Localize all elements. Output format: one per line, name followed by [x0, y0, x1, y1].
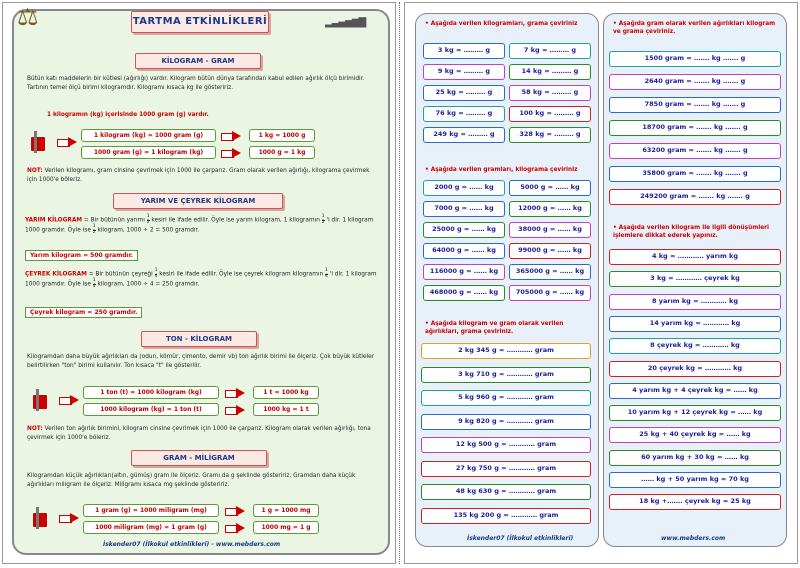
- answer-box[interactable]: 18 kg +……. çeyrek kg = 25 kg: [609, 494, 781, 510]
- fraction-quarter: [155, 269, 158, 279]
- answer-box[interactable]: 8 yarım kg = ………… kg: [609, 294, 781, 310]
- question-heading: [425, 321, 593, 336]
- half-note: Yarım kilogram = 500 gramdır.: [25, 250, 138, 261]
- answer-box[interactable]: 4 yarım kg + 4 çeyrek kg = …… kg: [609, 383, 781, 399]
- quarter-text-1: = Bir bütünün çeyreği: [88, 271, 153, 278]
- question-text: Aşağıda verilen kilogramları, grama çeviriniz: [430, 21, 578, 27]
- kg-paragraph: Bütün katı maddelerin bir kütlesi (ağırlığı) vardır. Kilogram bütün dünya tarafından kabul edilen ağırlık ölçü birimidir. Tartının temel ölçü birimi kilogramdır. Kilogramı kısaca kg ile gösteririz.: [27, 76, 365, 91]
- note-text: Verilen kilogramı, gram cinsine çevrimek için 1000 ile çarparız. Gram olarak verilen ağırlığı, kilograma çevirmek için 1000'e böleriz.: [27, 168, 370, 183]
- fraction-denominator: 4: [154, 273, 158, 279]
- section-kg-gram: KİLOGRAM - GRAM: [135, 53, 261, 69]
- note-label: NOT:: [27, 426, 43, 432]
- fraction-denominator: 4: [325, 273, 328, 279]
- quarter-paragraph: [25, 269, 379, 289]
- quarter-text-2: kesiri ile ifade edilir. Öyle ise çeyrek kilogram kilogramın: [159, 271, 324, 278]
- answer-box[interactable]: 35800 gram = ……. kg ……. g: [609, 166, 781, 182]
- footer-left: İskender07 (İlkokul etkinlikleri): [467, 535, 574, 542]
- arrow-icon: [59, 395, 79, 405]
- fraction-half: [93, 225, 96, 235]
- question-heading: [425, 167, 595, 175]
- balance-scale-icon: ⚖: [17, 3, 39, 31]
- ton-note: [27, 425, 377, 442]
- arrow-icon: [225, 523, 245, 533]
- section-ton-kg: TON - KİLOGRAM: [141, 331, 257, 347]
- half-text-3: 'i dir. 1 kilogram 1000 gramdır. Öyle ise: [25, 217, 374, 234]
- bullet-icon: •: [613, 225, 619, 231]
- answer-box[interactable]: 25 kg = ……… g: [423, 85, 505, 101]
- answer-box[interactable]: 27 kg 750 g = ………… gram: [421, 461, 591, 477]
- answer-box[interactable]: 9 kg 820 g = ………… gram: [421, 414, 591, 430]
- answer-box[interactable]: 249200 gram = ……. kg ……. g: [609, 189, 781, 205]
- answer-box[interactable]: 8 çeyrek kg = ………… kg: [609, 338, 781, 354]
- fraction-quarter: [93, 279, 96, 289]
- kg-box-2: 1000 gram (g) = 1 kilogram (kg): [81, 146, 216, 159]
- answer-box[interactable]: 12000 g = …… kg: [509, 201, 591, 217]
- answer-box[interactable]: 1500 gram = ……. kg ……. g: [609, 51, 781, 67]
- flag-icon: [33, 513, 47, 527]
- mg-box-2: 1000 miligram (mg) = 1 gram (g): [83, 521, 219, 534]
- arrow-icon: [57, 137, 77, 147]
- half-text-2: kesiri ile ifade edilir. Öyle ise yarım kilogram, 1 kilogramın: [151, 217, 320, 224]
- mg-result-1: 1 g = 1000 mg: [253, 504, 319, 517]
- mg-paragraph: Kilogramdan küçük ağırlıkları(altın, gümüş) gram ile ölçeriz. Gramı da g şeklinde gösteririz. Gramdan daha küçük ağırlıkları miligram ile ölçeriz. Miligramı kısaca mg şeklinde gösteririz.: [27, 473, 356, 488]
- answer-box[interactable]: 64000 g = …… kg: [423, 243, 505, 259]
- kg-note: [27, 167, 377, 184]
- answer-box[interactable]: 365000 g = …… kg: [509, 264, 591, 280]
- kg-fact: 1 kilogramın (kg) içerisinde 1000 gram (g) vardır.: [47, 112, 209, 118]
- page-divider: [399, 2, 400, 564]
- arrow-icon: [225, 388, 245, 398]
- ton-box-2: 1000 kilogram (kg) = 1 ton (t): [83, 403, 219, 416]
- fraction-numerator: 1: [321, 214, 325, 219]
- answer-box[interactable]: 249 kg = ……… g: [423, 127, 505, 143]
- kg-result-1: 1 kg = 1000 g: [249, 129, 315, 142]
- info-sheet: [2, 2, 396, 564]
- answer-box[interactable]: 20 çeyrek kg = ………… kg: [609, 361, 781, 377]
- fraction-denominator: 2: [92, 229, 96, 235]
- answer-box[interactable]: 2640 gram = ……. kg ……. g: [609, 74, 781, 90]
- mg-box-1: 1 gram (g) = 1000 miligram (mg): [83, 504, 219, 517]
- answer-box[interactable]: 135 kg 200 g = ………… gram: [421, 508, 591, 524]
- question-heading: [425, 21, 595, 29]
- quarter-term: ÇEYREK KİLOGRAM: [25, 271, 87, 278]
- answer-box[interactable]: 38000 g = …… kg: [509, 222, 591, 238]
- question-text: Aşağıda kilogram ve gram olarak verilen ağırlıkları, grama çeviriniz.: [425, 321, 564, 335]
- arrow-icon: [225, 405, 245, 415]
- note-text: Verilen ton ağırlık birimini, kilogram cinsine çevrimek için 1000 ile çarparız. Kilogram olarak verilen ağırlığı, tona çevirmek için 1000'e böleriz.: [27, 426, 371, 441]
- page-title: TARTMA ETKİNLİKLERİ: [131, 11, 269, 33]
- weights-icon: ▂▃▄▅▆▇: [325, 17, 366, 28]
- footer-right: www.mebders.com: [661, 535, 726, 542]
- answer-box[interactable]: …… kg + 50 yarım kg = 70 kg: [609, 472, 781, 488]
- arrow-icon: [221, 131, 241, 141]
- answer-box[interactable]: 3 kg 710 g = ………… gram: [421, 367, 591, 383]
- fraction-numerator: 1: [92, 278, 96, 284]
- section-gram-mg: GRAM - MİLİGRAM: [131, 450, 267, 466]
- bullet-icon: •: [425, 21, 431, 27]
- answer-box[interactable]: 5000 g = …… kg: [509, 180, 591, 196]
- answer-box[interactable]: 60 yarım kg + 30 kg = …… kg: [609, 450, 781, 466]
- flag-icon: [31, 137, 45, 151]
- half-term: YARIM KİLOGRAM: [25, 217, 83, 224]
- bullet-icon: •: [613, 21, 619, 27]
- answer-box[interactable]: 5 kg 960 g = ………… gram: [421, 390, 591, 406]
- half-text-4: kilogram, 1000 ÷ 2 = 500 gramdır.: [97, 227, 200, 234]
- kg-box-1: 1 kilogram (kg) = 1000 gram (g): [81, 129, 216, 142]
- answer-box[interactable]: 9 kg = ……… g: [423, 64, 505, 80]
- fraction-numerator: 1: [325, 268, 328, 273]
- fraction-denominator: 2: [146, 219, 150, 225]
- answer-box[interactable]: 7000 g = …… kg: [423, 201, 505, 217]
- bullet-icon: •: [425, 321, 431, 327]
- answer-box[interactable]: 12 kg 500 g = ………… gram: [421, 437, 591, 453]
- answer-box[interactable]: 14 yarım kg = ………… kg: [609, 316, 781, 332]
- section-half-quarter: YARIM VE ÇEYREK KİLOGRAM: [113, 193, 283, 209]
- question-heading: [613, 21, 781, 36]
- question-heading: [613, 225, 781, 240]
- fraction-half: [147, 215, 150, 225]
- fraction-numerator: 1: [154, 268, 158, 273]
- answer-box[interactable]: 10 yarım kg + 12 çeyrek kg = …… kg: [609, 405, 781, 421]
- footer: İskender07 (İlkokul etkinlikleri) - www.mebders.com: [103, 541, 281, 548]
- arrow-icon: [225, 506, 245, 516]
- ton-result-1: 1 t = 1000 kg: [253, 386, 319, 399]
- ton-paragraph: Kilogramdan daha büyük ağırlıkları da (odun, kömür, çimento, demir vb) ton ağırlık birimi ile ölçeriz. Çok büyük kütleler belirtilirken "ton" birimi kullanılır. Ton kısaca "t" ile gösterilir.: [27, 354, 375, 369]
- question-text: Aşağıda verilen kilogram ile ilgili dönüşümleri işlemlere dikkat ederek yapınız.: [613, 225, 770, 239]
- answer-box[interactable]: 58 kg = ……… g: [509, 85, 591, 101]
- answer-box[interactable]: 328 kg = ……… g: [509, 127, 591, 143]
- answer-box[interactable]: 18700 gram = ……. kg ……. g: [609, 120, 781, 136]
- fraction-numerator: 1: [146, 214, 150, 219]
- answer-box[interactable]: 468000 g = …… kg: [423, 285, 505, 301]
- answer-box[interactable]: 7 kg = ……… g: [509, 43, 591, 59]
- quarter-note: Çeyrek kilogram = 250 gramdır.: [25, 307, 142, 318]
- answer-box[interactable]: 48 kg 630 g = ………… gram: [421, 484, 591, 500]
- arrow-icon: [221, 148, 241, 158]
- fraction-denominator: 2: [321, 219, 325, 225]
- answer-box[interactable]: 3 kg = ……… g: [423, 43, 505, 59]
- ton-box-1: 1 ton (t) = 1000 kilogram (kg): [83, 386, 219, 399]
- answer-box[interactable]: 4 kg = ………… yarım kg: [609, 249, 781, 265]
- answer-box[interactable]: 99000 g = …… kg: [509, 243, 591, 259]
- arrow-icon: [59, 513, 79, 523]
- answer-box[interactable]: 116000 g = …… kg: [423, 264, 505, 280]
- flag-icon: [33, 395, 47, 409]
- mg-result-2: 1000 mg = 1 g: [253, 521, 319, 534]
- answer-box[interactable]: 25 kg + 40 çeyrek kg = …… kg: [609, 427, 781, 443]
- fraction-half: [322, 215, 325, 225]
- answer-box[interactable]: 2 kg 345 g = ………… gram: [421, 343, 591, 359]
- answer-box[interactable]: 76 kg = ……… g: [423, 106, 505, 122]
- question-text: Aşağıda verilen gramları, kilograma çeviriniz: [430, 167, 578, 173]
- answer-box[interactable]: 63200 gram = ……. kg ……. g: [609, 143, 781, 159]
- bullet-icon: •: [425, 167, 431, 173]
- answer-box[interactable]: 2000 g = …… kg: [423, 180, 505, 196]
- quarter-text-4: kilogram, 1000 ÷ 4 = 250 gramdır.: [97, 281, 200, 288]
- answer-box[interactable]: 3 kg = ………… çeyrek kg: [609, 271, 781, 287]
- half-paragraph: [25, 215, 379, 235]
- fraction-numerator: 1: [92, 224, 96, 230]
- answer-box[interactable]: 7850 gram = ……. kg ……. g: [609, 97, 781, 113]
- exercise-sheet: [404, 2, 798, 564]
- fraction-quarter: [325, 269, 328, 279]
- quarter-text-3: 'i dir. 1 kilogram 1000 gramdır. Öyle ise: [25, 271, 377, 288]
- fraction-denominator: 4: [92, 283, 96, 289]
- answer-box[interactable]: 25000 g = …… kg: [423, 222, 505, 238]
- note-label: NOT:: [27, 168, 43, 174]
- ton-result-2: 1000 kg = 1 t: [253, 403, 319, 416]
- answer-box[interactable]: 14 kg = ……… g: [509, 64, 591, 80]
- answer-box[interactable]: 100 kg = ……… g: [509, 106, 591, 122]
- half-text-1: = Bir bütünün yarımı: [83, 217, 145, 224]
- kg-result-2: 1000 g = 1 kg: [249, 146, 315, 159]
- answer-box[interactable]: 705000 g = …… kg: [509, 285, 591, 301]
- question-text: Aşağıda gram olarak verilen ağırlıkları kilogram ve grama çeviriniz.: [613, 21, 776, 35]
